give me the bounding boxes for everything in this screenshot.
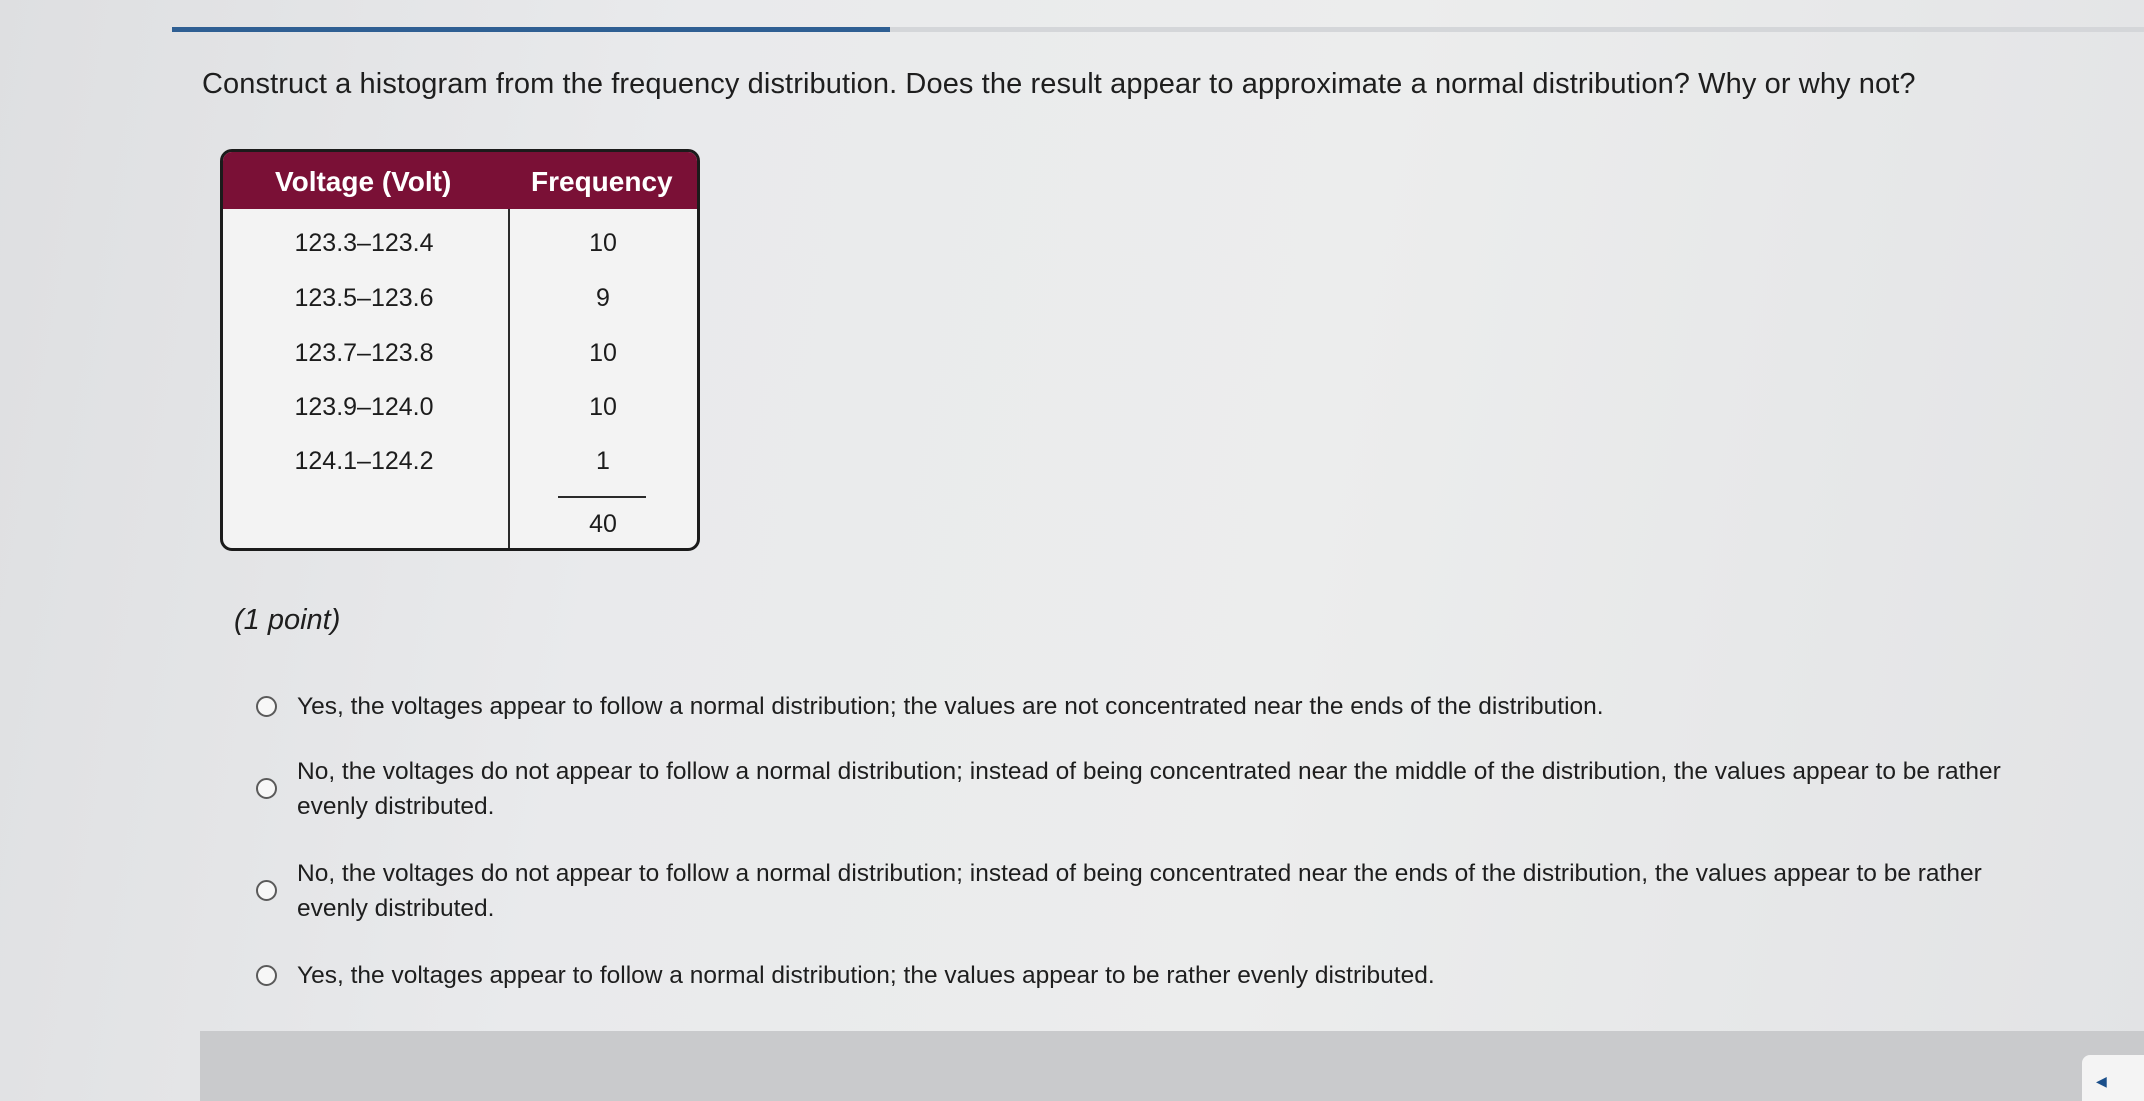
row-4-frequency: 10 <box>589 393 617 421</box>
row-1-range: 123.3–123.4 <box>294 229 434 257</box>
radio-button[interactable] <box>256 696 277 717</box>
column-divider <box>508 209 510 551</box>
radio-button[interactable] <box>256 965 277 986</box>
row-5-range: 124.1–124.2 <box>294 447 434 475</box>
frequency-table <box>220 149 700 551</box>
option-text: No, the voltages do not appear to follow a normal distribution; instead of being concentrated near the middle of the distribution, the values appear to be rather evenly distributed. <box>297 758 2001 820</box>
row-4-range: 123.9–124.0 <box>294 393 434 421</box>
row-2-frequency: 9 <box>596 284 610 312</box>
question-text: Construct a histogram from the frequency distribution. Does the result appear to approximate a normal distribution? Why or why not? <box>202 68 1916 100</box>
row-5-frequency: 1 <box>596 447 610 475</box>
total-rule <box>558 496 646 498</box>
table-header <box>223 152 697 209</box>
row-2-range: 123.5–123.6 <box>294 284 434 312</box>
caret-left-icon: ◀ <box>2096 1073 2107 1089</box>
header-frequency: Frequency <box>531 166 673 197</box>
progress-bar <box>172 27 2144 32</box>
header-voltage: Voltage (Volt) <box>275 166 452 197</box>
option-text: Yes, the voltages appear to follow a normal distribution; the values appear to be rather evenly distributed. <box>297 962 1435 989</box>
points-label: (1 point) <box>234 604 341 636</box>
progress-bar-fill <box>172 27 890 32</box>
row-3-range: 123.7–123.8 <box>294 339 434 367</box>
bottom-panel <box>200 1031 2144 1101</box>
row-1-frequency: 10 <box>589 229 617 257</box>
corner-button[interactable] <box>2082 1055 2144 1101</box>
radio-button[interactable] <box>256 880 277 901</box>
radio-button[interactable] <box>256 778 277 799</box>
option-text: Yes, the voltages appear to follow a normal distribution; the values are not concentrated near the ends of the distribution. <box>297 693 1604 720</box>
row-3-frequency: 10 <box>589 339 617 367</box>
total-frequency: 40 <box>589 510 617 538</box>
option-text: No, the voltages do not appear to follow a normal distribution; instead of being concentrated near the ends of the distribution, the values appear to be rather evenly distributed. <box>297 860 1982 922</box>
